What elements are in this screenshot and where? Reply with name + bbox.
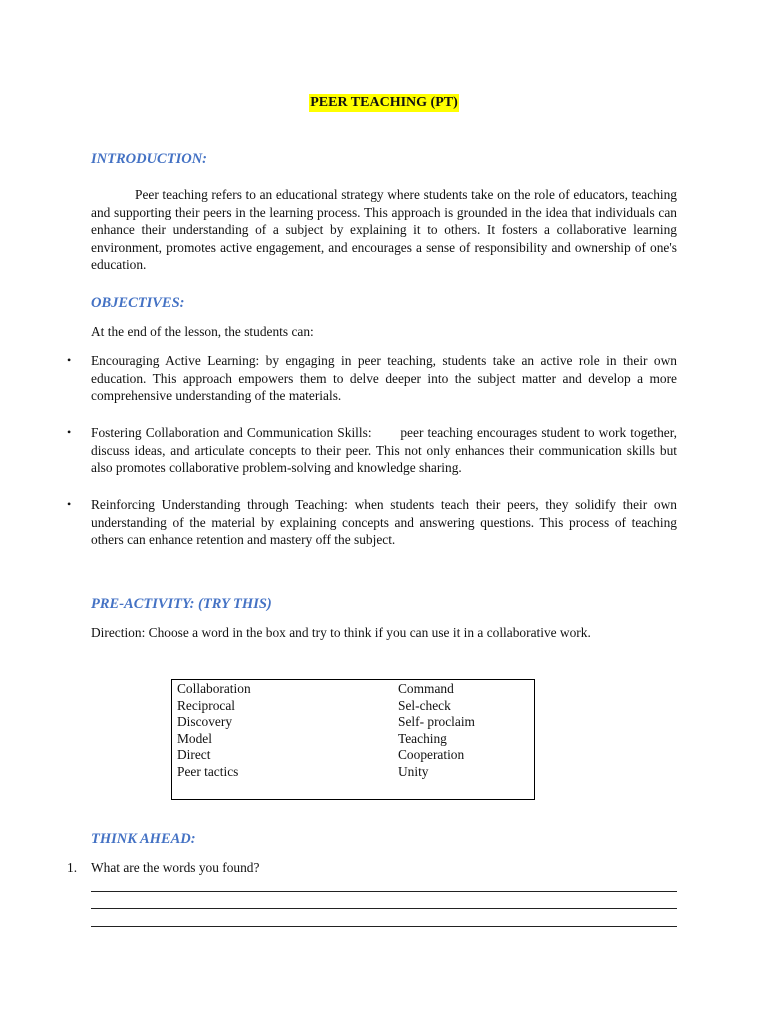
word-column-left — [177, 681, 251, 781]
word-item: Self- proclaim — [398, 714, 475, 730]
bullet-icon: • — [67, 497, 72, 511]
objectives-lead: At the end of the lesson, the students can: — [91, 324, 314, 339]
bullet-icon: • — [67, 353, 72, 367]
word-box — [171, 679, 535, 800]
word-item: Unity — [398, 763, 429, 779]
objective-item: Reinforcing Understanding through Teaching: when students teach their peers, they solidify their own understanding of the material by explaining concepts and answering questions. This process of teaching others can enhance retention and mastery off the subject. — [91, 497, 677, 548]
word-item: Discovery — [177, 714, 233, 730]
bullet-icon: • — [67, 425, 72, 439]
introduction-paragraph: Peer teaching refers to an educational strategy where students take on the role of educators, teaching and supporting their peers in the learning process. This approach is grounded in the idea that individuals can enhance their understanding of a subject by explaining it to others. It fosters a collaborative learning environment, promotes active engagement, and encourages a sense of responsibility and ownership of one's education. — [91, 187, 677, 273]
question-number: 1. — [67, 860, 78, 875]
word-item: Command — [398, 681, 454, 696]
think-ahead-heading: THINK AHEAD: — [91, 831, 196, 847]
word-item: Cooperation — [398, 747, 465, 763]
word-item: Teaching — [398, 730, 447, 746]
word-item: Reciprocal — [177, 697, 235, 713]
introduction-heading: INTRODUCTION: — [91, 151, 207, 167]
answer-line[interactable] — [91, 891, 677, 892]
answer-line[interactable] — [91, 926, 677, 927]
pre-activity-direction: Direction: Choose a word in the box and try to think if you can use it in a collaborative work. — [91, 625, 591, 640]
page-title: PEER TEACHING (PT) — [310, 95, 458, 110]
objectives-heading: OBJECTIVES: — [91, 295, 185, 311]
objective-item: Fostering Collaboration and Communication Skills: peer teaching encourages student to work together, discuss ideas, and articulate concepts to their peer. This not only enhances their communication skills but also promotes collaborative problem-solving and knowledge sharing. — [91, 425, 677, 476]
pre-activity-heading: PRE-ACTIVITY: (TRY THIS) — [91, 596, 272, 612]
word-item: Direct — [177, 747, 211, 763]
answer-line[interactable] — [91, 908, 677, 909]
word-item: Collaboration — [177, 681, 251, 696]
word-column-right — [398, 681, 475, 781]
objective-item: Encouraging Active Learning: by engaging in peer teaching, students take an active role in their own education. This approach empowers them to delve deeper into the subject matter and develop a more comprehensive understanding of the materials. — [91, 353, 677, 404]
title-wrapper — [0, 93, 768, 112]
word-item: Sel-check — [398, 697, 451, 713]
word-item: Model — [177, 730, 212, 746]
question-text: What are the words you found? — [91, 860, 260, 875]
word-item: Peer tactics — [177, 763, 239, 779]
